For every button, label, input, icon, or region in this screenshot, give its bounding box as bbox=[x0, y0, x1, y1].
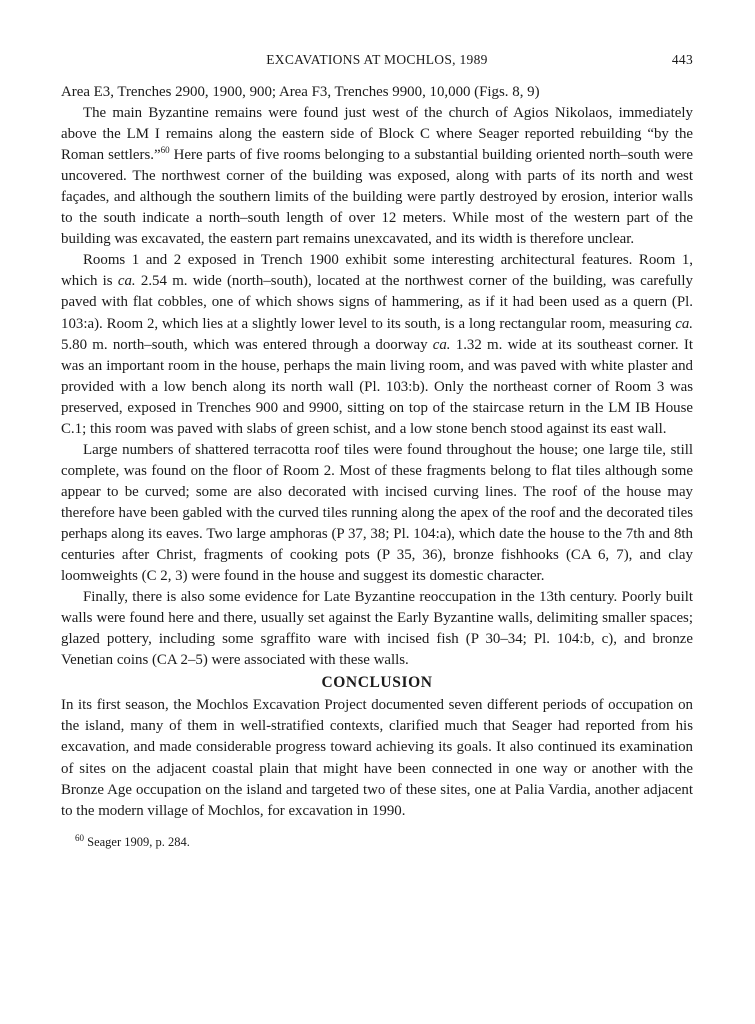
paragraph-byzantine-remains bbox=[61, 103, 693, 250]
paragraph-text: The main Byzantine remains were found just west of the church of Agios Nikolaos, immediately above the LM I remains along the eastern side of Block C where Seager reported rebuilding “by the Roman settlers.” bbox=[61, 105, 693, 164]
paragraph-rooms-1-2 bbox=[61, 250, 693, 439]
page-number: 443 bbox=[671, 52, 693, 67]
paragraph-text: Here parts of five rooms belonging to a substantial building oriented north–south were uncovered. The northwest corner of the building was exposed, along with parts of its north and west façades, and although the southern limits of the building were partly destroyed by erosion, interior walls to the south indicate a north–south length of over 12 meters. While most of the western part of the building was excavated, the eastern part remains unexcavated, and its width is therefore unclear. bbox=[61, 147, 693, 248]
paragraph-text: 5.80 m. north–south, which was entered through a doorway bbox=[61, 336, 433, 353]
abbreviation-circa: ca. bbox=[432, 336, 451, 353]
paragraph-text: 1.32 m. wide at its southeast corner. It was an important room in the house, perhaps the main living room, and was paved with white plaster and provided with a low bench along its north wall (Pl. 103:b). Only the northeast corner of Room 3 was preserved, exposed in Trenches 900 and 9900, sitting on top of the staircase return in the LM IB House C.1; this room was paved with slabs of green schist, and a low stone bench stood against its east wall. bbox=[61, 336, 693, 437]
page bbox=[61, 52, 693, 850]
abbreviation-circa: ca. bbox=[675, 315, 693, 332]
footnote-mark: 60 bbox=[75, 832, 84, 843]
area-trench-line: Area E3, Trenches 2900, 1900, 900; Area F3, Trenches 9900, 10,000 (Figs. 8, 9) bbox=[61, 84, 540, 100]
section-heading-conclusion: CONCLUSION bbox=[321, 674, 433, 692]
paragraph-conclusion: In its first season, the Mochlos Excavation Project documented seven different periods of occupation on the island, many of them in well-stratified contexts, clarified much that Seager had reported from his excavation, and made considerable progress toward achieving its goals. It also continued its examination of sites on the adjacent coastal plain that might have been connected in one way or another with the Bronze Age occupation on the island and targeted two of these sites, one at Palia Vardia, another adjacent to the modern village of Mochlos, for excavation in 1990. bbox=[61, 697, 693, 819]
footnote bbox=[61, 834, 693, 850]
paragraph-text: Rooms 1 and 2 exposed in Trench 1900 exhibit some interesting architectural features. Room 1, which is bbox=[61, 252, 693, 290]
paragraph-roof-tiles: Large numbers of shattered terracotta roof tiles were found throughout the house; one large tile, still complete, was found on the floor of Room 2. Most of these fragments belong to flat tiles although some appear to be curved; some are also decorated with incised curving lines. The roof of the house may therefore have been gabled with the curved tiles running along the apex of the roof and the decorated tiles perhaps along its eaves. Two large amphoras (P 37, 38; Pl. 104:a), which date the house to the 7th and 8th centuries after Christ, fragments of cooking pots (P 35, 36), bronze fishhooks (CA 6, 7), and clay loomweights (C 2, 3) were found in the house and suggest its domestic character. bbox=[61, 441, 693, 585]
running-header bbox=[61, 52, 693, 74]
running-title: EXCAVATIONS AT MOCHLOS, 1989 bbox=[266, 52, 488, 67]
paragraph-late-byzantine: Finally, there is also some evidence for Late Byzantine reoccupation in the 13th century. Poorly built walls were found here and there, usually set against the Early Byzantine walls, delimiting smaller spaces; glazed pottery, including some sgraffito ware with incised fish (P 30–34; Pl. 104:b, c), and bronze Venetian coins (CA 2–5) were associated with these walls. bbox=[61, 589, 693, 669]
abbreviation-circa: ca. bbox=[117, 273, 136, 290]
footnote-reference: 60 bbox=[160, 145, 170, 156]
paragraph-text: 2.54 m. wide (north–south), located at the northwest corner of the building, was carefully paved with flat cobbles, one of which shows signs of hammering, as if it had been used as a quern (Pl. 103:a). Room 2, which lies at a slightly lower level to its south, is a long rectangular room, measuring bbox=[61, 273, 693, 332]
footnote-text: Seager 1909, p. 284. bbox=[84, 834, 190, 849]
article-body bbox=[61, 82, 693, 822]
